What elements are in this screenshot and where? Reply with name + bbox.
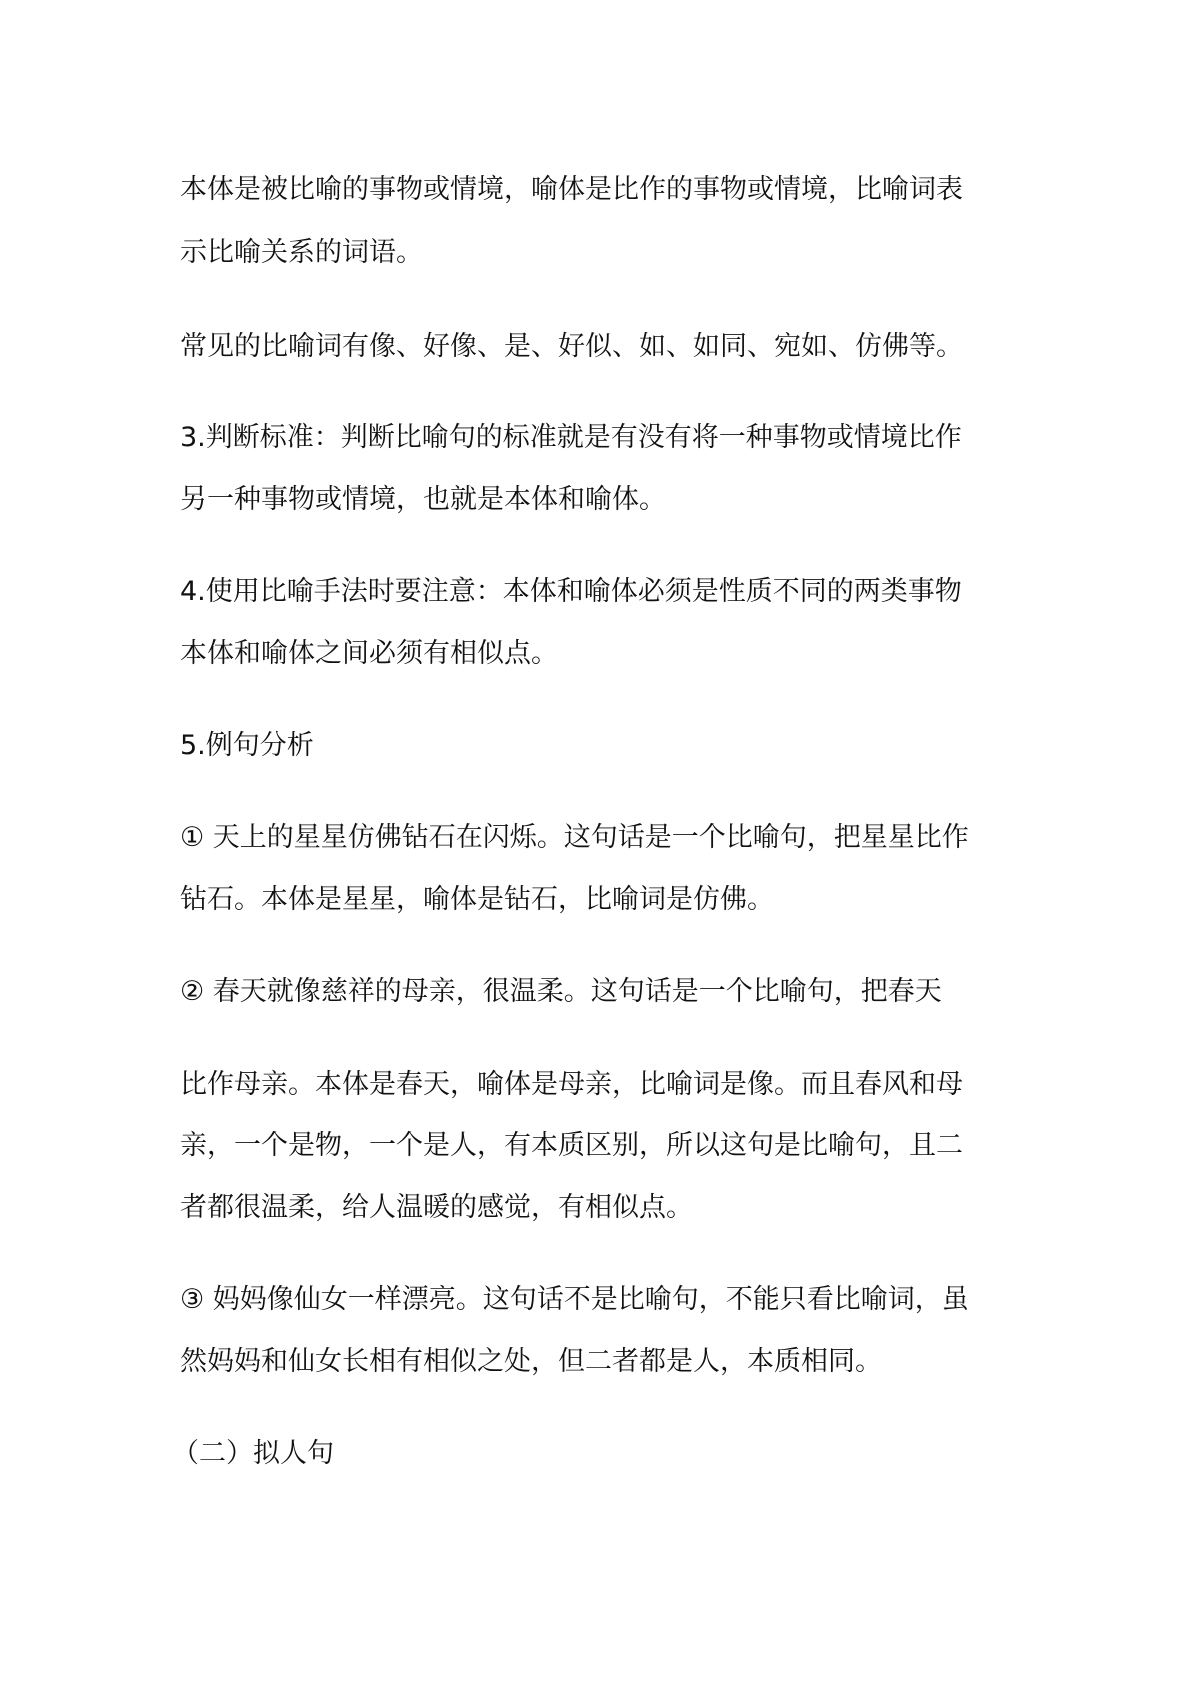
paragraph-definition-line-2: 示比喻关系的词语。 (180, 237, 423, 268)
example-1-line-2: 钻石。本体是星星，喻体是钻石，比喻词是仿佛。 (180, 884, 774, 915)
paragraph-common-words: 常见的比喻词有像、好像、是、好似、如、如同、宛如、仿佛等。 (180, 331, 963, 362)
section-heading-personification: （二）拟人句 (172, 1438, 334, 1469)
example-3-line-1: ③ 妈妈像仙女一样漂亮。这句话不是比喻句，不能只看比喻词，虽 (180, 1284, 969, 1315)
example-2-line-3: 亲，一个是物，一个是人，有本质区别，所以这句是比喻句，且二 (180, 1130, 963, 1161)
example-2-line-1: ② 春天就像慈祥的母亲，很温柔。这句话是一个比喻句，把春天 (180, 976, 942, 1007)
paragraph-criteria-line-1: 3.判断标准：判断比喻句的标准就是有没有将一种事物或情境比作 (180, 422, 962, 453)
example-2-line-2: 比作母亲。本体是春天，喻体是母亲，比喻词是像。而且春风和母 (180, 1069, 963, 1100)
section-heading-examples: 5.例句分析 (180, 730, 314, 761)
paragraph-notes-line-2: 本体和喻体之间必须有相似点。 (180, 638, 558, 669)
paragraph-notes-line-1: 4.使用比喻手法时要注意：本体和喻体必须是性质不同的两类事物 (180, 576, 962, 607)
example-1-line-1: ① 天上的星星仿佛钻石在闪烁。这句话是一个比喻句，把星星比作 (180, 822, 969, 853)
example-2-line-4: 者都很温柔，给人温暖的感觉，有相似点。 (180, 1192, 693, 1223)
paragraph-definition-line-1: 本体是被比喻的事物或情境，喻体是比作的事物或情境，比喻词表 (180, 174, 963, 205)
paragraph-criteria-line-2: 另一种事物或情境，也就是本体和喻体。 (180, 484, 666, 515)
example-3-line-2: 然妈妈和仙女长相有相似之处，但二者都是人，本质相同。 (180, 1346, 882, 1377)
